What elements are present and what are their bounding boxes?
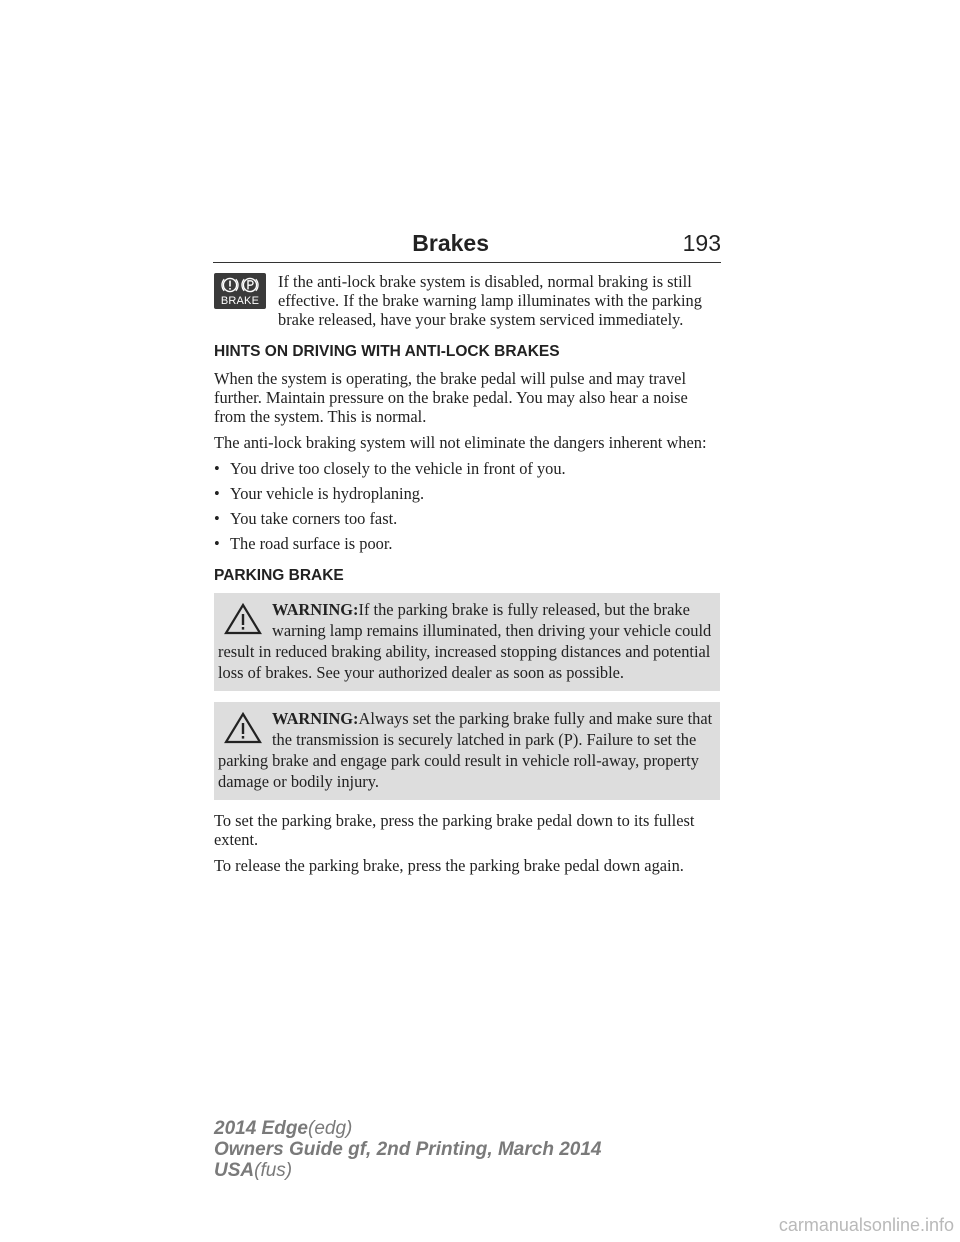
paragraph-release-parking-brake: To release the parking brake, press the parking brake pedal down again. — [214, 856, 684, 875]
footer-market: USA — [214, 1160, 255, 1181]
footer-model: 2014 Edge — [214, 1118, 308, 1139]
warning-label: WARNING: — [272, 600, 359, 619]
list-item-text: You take corners too fast. — [230, 509, 398, 528]
list-item-text: Your vehicle is hydroplaning. — [230, 484, 425, 503]
brake-lamp-symbols — [220, 276, 260, 294]
warning-text: If the parking brake is fully released, but the brake warning lamp remains illuminated, then driving your vehicle could result in reduced braking ability, increased stopping distances and potential loss of brakes. See your authorized dealer as soon as possible. — [218, 600, 712, 682]
brake-lamp-label: BRAKE — [220, 295, 260, 307]
bullet-icon: • — [214, 534, 220, 553]
bullet-icon: • — [214, 484, 220, 503]
abs-disabled-note — [214, 272, 720, 329]
list-item-text: The road surface is poor. — [230, 534, 393, 553]
intro-paragraph: If the anti-lock brake system is disabled, normal braking is still effective. If the brake warning lamp illuminates with the parking brake released, have your brake system serviced immediately. — [278, 272, 702, 329]
bullet-icon: • — [214, 459, 220, 478]
danger-list — [214, 459, 720, 553]
brake-warning-lamp-icon — [214, 273, 266, 309]
document-footer — [214, 1118, 601, 1181]
page-header — [213, 228, 721, 263]
warning-triangle-icon — [224, 603, 262, 635]
page-title: Brakes — [412, 230, 489, 256]
site-watermark: carmanualsonline.info — [778, 1215, 954, 1235]
warning-box-released — [214, 593, 720, 691]
section-heading-parking-brake: PARKING BRAKE — [214, 567, 344, 584]
warning-label: WARNING: — [272, 709, 359, 728]
page-number: 193 — [682, 230, 721, 256]
list-item-text: You drive too closely to the vehicle in front of you. — [230, 459, 566, 478]
paragraph-abs-operating: When the system is operating, the brake pedal will pulse and may travel further. Maintain pressure on the brake pedal. You may also hear a noise from the system. This is normal. — [214, 369, 688, 426]
footer-model-line — [214, 1118, 601, 1139]
section-heading-abs-hints: HINTS ON DRIVING WITH ANTI-LOCK BRAKES — [214, 343, 560, 360]
paragraph-set-parking-brake: To set the parking brake, press the parking brake pedal down to its fullest extent. — [214, 811, 695, 849]
footer-printing-line: Owners Guide gf, 2nd Printing, March 2014 — [214, 1139, 602, 1160]
warning-text: Always set the parking brake fully and make sure that the transmission is securely latched in park (P). Failure to set the parking brake and engage park could result in vehicle roll-away, property damage or bodily injury. — [218, 709, 713, 791]
list-item — [214, 509, 720, 528]
paragraph-abs-dangers: The anti-lock braking system will not eliminate the dangers inherent when: — [214, 433, 707, 452]
warning-box-set-fully — [214, 702, 720, 800]
list-item — [214, 484, 720, 503]
page-content — [214, 272, 720, 882]
footer-market-code: (fus) — [254, 1160, 293, 1181]
footer-model-code: (edg) — [308, 1118, 353, 1139]
footer-market-line — [214, 1160, 601, 1181]
list-item — [214, 534, 720, 553]
list-item — [214, 459, 720, 478]
bullet-icon: • — [214, 509, 220, 528]
warning-triangle-icon — [224, 712, 262, 744]
